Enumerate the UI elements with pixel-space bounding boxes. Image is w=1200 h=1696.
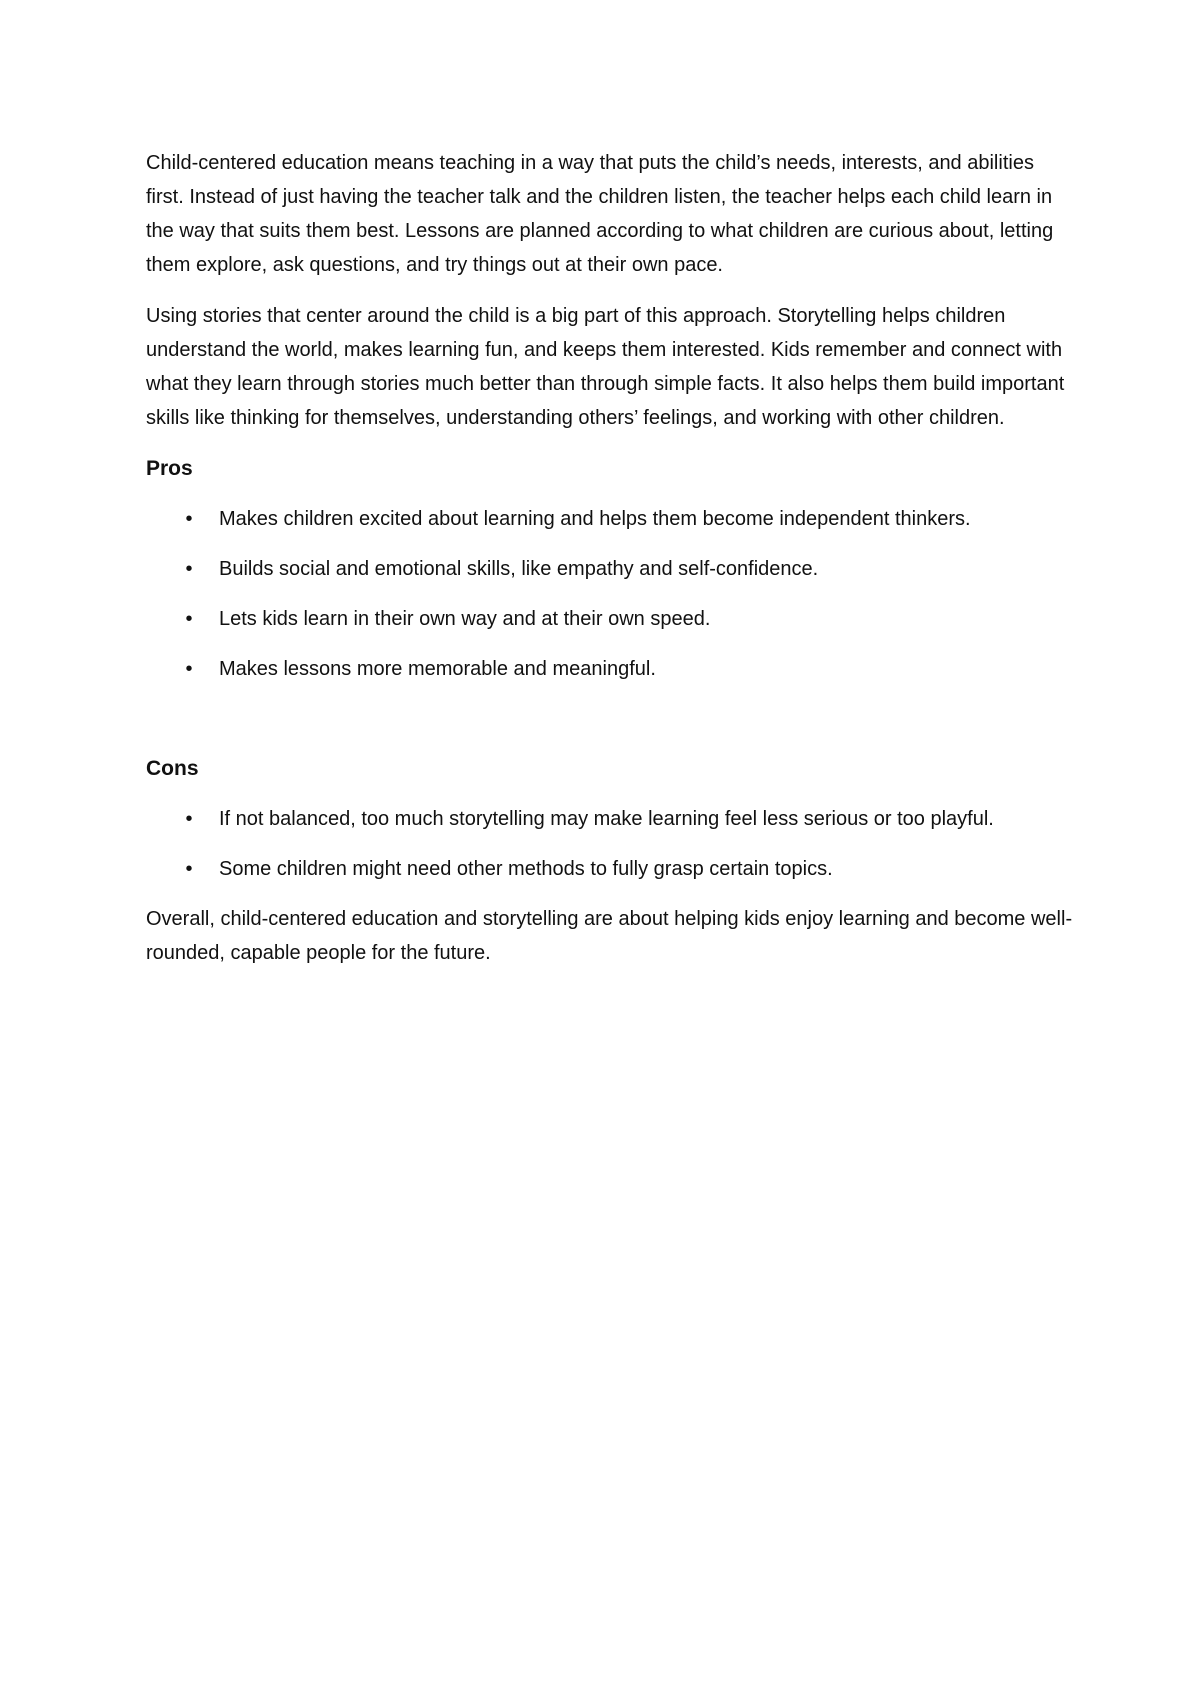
pros-heading: Pros [146, 457, 193, 480]
bullet-icon: • [185, 558, 193, 580]
pros-item-text: Builds social and emotional skills, like empathy and self-confidence. [219, 558, 819, 580]
cons-list [146, 802, 1076, 886]
pros-item-text: Makes children excited about learning and helps them become independent thinkers. [219, 508, 971, 530]
pros-item-text: Lets kids learn in their own way and at their own speed. [219, 608, 711, 630]
pros-list [146, 502, 1076, 686]
intro-paragraph-2: Using stories that center around the child is a big part of this approach. Storytelling helps children understand the world, makes learning fun, and keeps them interested. Kids remember and connect with what they learn through stories much better than through simple facts. It also helps them build important skills like thinking for themselves, understanding others’ feelings, and working with other children. [146, 305, 1065, 429]
cons-item-text: Some children might need other methods to fully grasp certain topics. [219, 858, 833, 880]
pros-item-text: Makes lessons more memorable and meaningful. [219, 658, 656, 680]
bullet-icon: • [185, 508, 193, 530]
cons-item-text: If not balanced, too much storytelling may make learning feel less serious or too playful. [219, 808, 994, 830]
pros-list-item [146, 502, 1076, 536]
bullet-icon: • [185, 858, 193, 880]
bullet-icon: • [185, 608, 193, 630]
section-spacer [146, 702, 1076, 752]
cons-heading: Cons [146, 757, 199, 780]
document-body [146, 146, 1076, 987]
conclusion-paragraph: Overall, child-centered education and storytelling are about helping kids enjoy learning and become well-rounded, capable people for the future. [146, 908, 1073, 964]
bullet-icon: • [185, 808, 193, 830]
intro-paragraph-1: Child-centered education means teaching in a way that puts the child’s needs, interests, and abilities first. Instead of just having the teacher talk and the children listen, the teacher helps each child learn in the way that suits them best. Lessons are planned according to what children are curious about, letting them explore, ask questions, and try things out at their own pace. [146, 152, 1054, 276]
pros-list-item [146, 602, 1076, 636]
cons-list-item [146, 852, 1076, 886]
bullet-icon: • [185, 658, 193, 680]
cons-list-item [146, 802, 1076, 836]
pros-list-item [146, 552, 1076, 586]
pros-list-item [146, 652, 1076, 686]
